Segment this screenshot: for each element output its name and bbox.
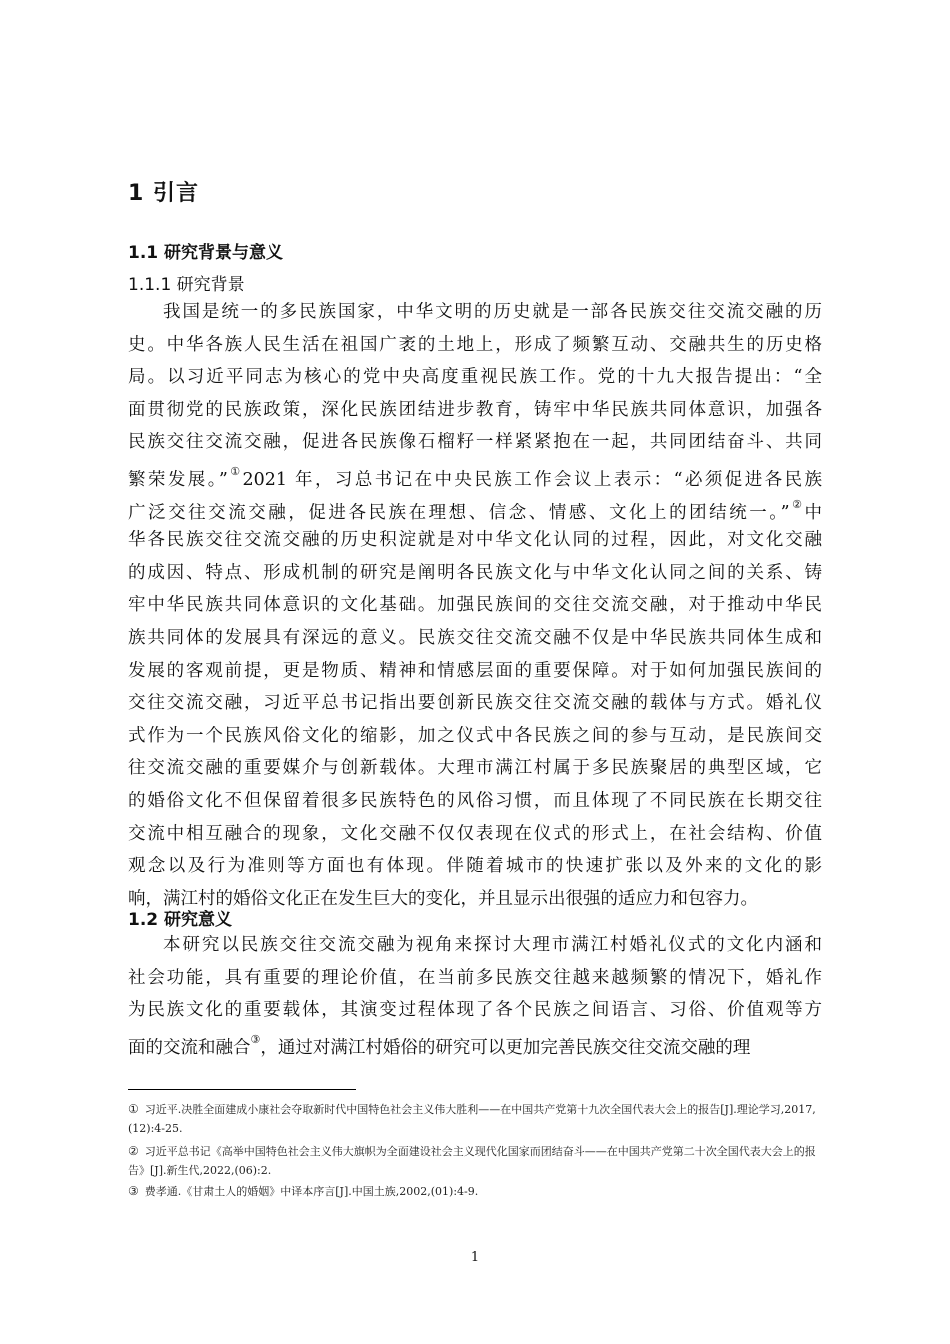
text-line: 往交流交融的重要媒介与创新载体。大理市满江村属于多民族聚居的典型区域，它: [128, 758, 822, 779]
footnote-item: [128, 1142, 828, 1180]
text-line: 响，满江村的婚俗文化正在发生巨大的变化，并且显示出很强的适应力和包容力。: [128, 888, 758, 909]
text-line: 观念以及行为准则等方面也有体现。伴随着城市的快速扩张以及外来的文化的影: [128, 856, 822, 877]
text-line: 广泛交往交流交融，促进各民族在理想、信念、情感、文化上的团结统一。”②中: [128, 497, 822, 523]
text-line: 族共同体的发展具有深远的意义。民族交往交流交融不仅是中华民族共同体生成和: [128, 628, 822, 648]
footnote-text: 费孝通.《甘肃土人的婚姻》中译本序言[J].中国土族,2002,(01):4-9.: [144, 1185, 479, 1198]
text-line: 为民族文化的重要载体，其演变过程体现了各个民族之间语言、习俗、价值观等方: [128, 1000, 822, 1021]
footnote-mark: ②: [128, 1144, 139, 1158]
text-line: 的婚俗文化不但保留着很多民族特色的风俗习惯，而且体现了不同民族在长期交往: [128, 791, 822, 811]
text-line: 民族交往交流交融，促进各民族像石榴籽一样紧紧抱在一起，共同团结奋斗、共同: [128, 432, 822, 453]
footnote-item: [128, 1100, 828, 1138]
footnote-item: [128, 1182, 828, 1201]
text-line: 式作为一个民族风俗文化的缩影，加之仪式中各民族之间的参与互动，是民族间交: [128, 725, 822, 746]
text-line: 面的交流和融合③，通过对满江村婚俗的研究可以更加完善民族交往交流交融的理: [128, 1032, 751, 1058]
text-line: 交流中相互融合的现象，文化交融不仅仅表现在仪式的形式上，在社会结构、价值: [128, 823, 822, 844]
text-line: 华各民族交往交流交融的历史积淀就是对中华文化认同的过程，因此，对文化交融: [128, 530, 822, 551]
text-line: 面贯彻党的民族政策，深化民族团结进步教育，铸牢中华民族共同体意识，加强各: [128, 399, 822, 420]
footnote-reference[interactable]: ①: [227, 465, 243, 478]
footnote-mark: ①: [128, 1102, 139, 1116]
text-line: 发展的客观前提，更是物质、精神和情感层面的重要保障。对于如何加强民族间的: [128, 660, 822, 681]
page-number: 1: [470, 1250, 480, 1265]
footnote-mark: ③: [128, 1184, 139, 1198]
text-line: 的成因、特点、形成机制的研究是阐明各民族文化与中华文化认同之间的关系、铸: [128, 562, 822, 583]
section-heading-1-2: 1.2 研究意义: [128, 910, 233, 930]
footnote-text: 习近平总书记《高举中国特色社会主义伟大旗帜为全面建设社会主义现代化国家而团结奋斗——在中国共产党第二十次全国代表大会上的报告》[J].新生代,2022,(06):2.: [128, 1145, 816, 1177]
text-line: 局。以习近平同志为核心的党中央高度重视民族工作。党的十九大报告提出：“全: [128, 367, 822, 388]
subsection-heading-1-1-1: 1.1.1 研究背景: [128, 275, 245, 295]
footnote-reference[interactable]: ②: [789, 497, 805, 511]
chapter-heading: 1 引言: [128, 181, 199, 206]
text-line: 本研究以民族交往交流交融为视角来探讨大理市满江村婚礼仪式的文化内涵和: [163, 935, 822, 955]
text-line: 繁荣发展。”①2021 年，习总书记在中央民族工作会议上表示：“必须促进各民族: [128, 465, 822, 490]
footnote-separator: [128, 1089, 356, 1090]
footnote-text: 习近平.决胜全面建成小康社会夺取新时代中国特色社会主义伟大胜利——在中国共产党第十九次全国代表大会上的报告[J].理论学习,2017,(12):4-25.: [128, 1103, 816, 1135]
footnote-reference[interactable]: ③: [250, 1032, 261, 1046]
text-line: 史。中华各族人民生活在祖国广袤的土地上，形成了频繁互动、交融共生的历史格: [128, 334, 822, 355]
section-heading-1-1: 1.1 研究背景与意义: [128, 243, 284, 263]
text-line: 我国是统一的多民族国家，中华文明的历史就是一部各民族交往交流交融的历: [163, 302, 822, 322]
text-line: 交往交流交融，习近平总书记指出要创新民族交往交流交融的载体与方式。婚礼仪: [128, 693, 822, 714]
text-line: 牢中华民族共同体意识的文化基础。加强民族间的交往交流交融，对于推动中华民: [128, 595, 822, 616]
text-line: 社会功能，具有重要的理论价值，在当前多民族交往越来越频繁的情况下，婚礼作: [128, 967, 822, 988]
